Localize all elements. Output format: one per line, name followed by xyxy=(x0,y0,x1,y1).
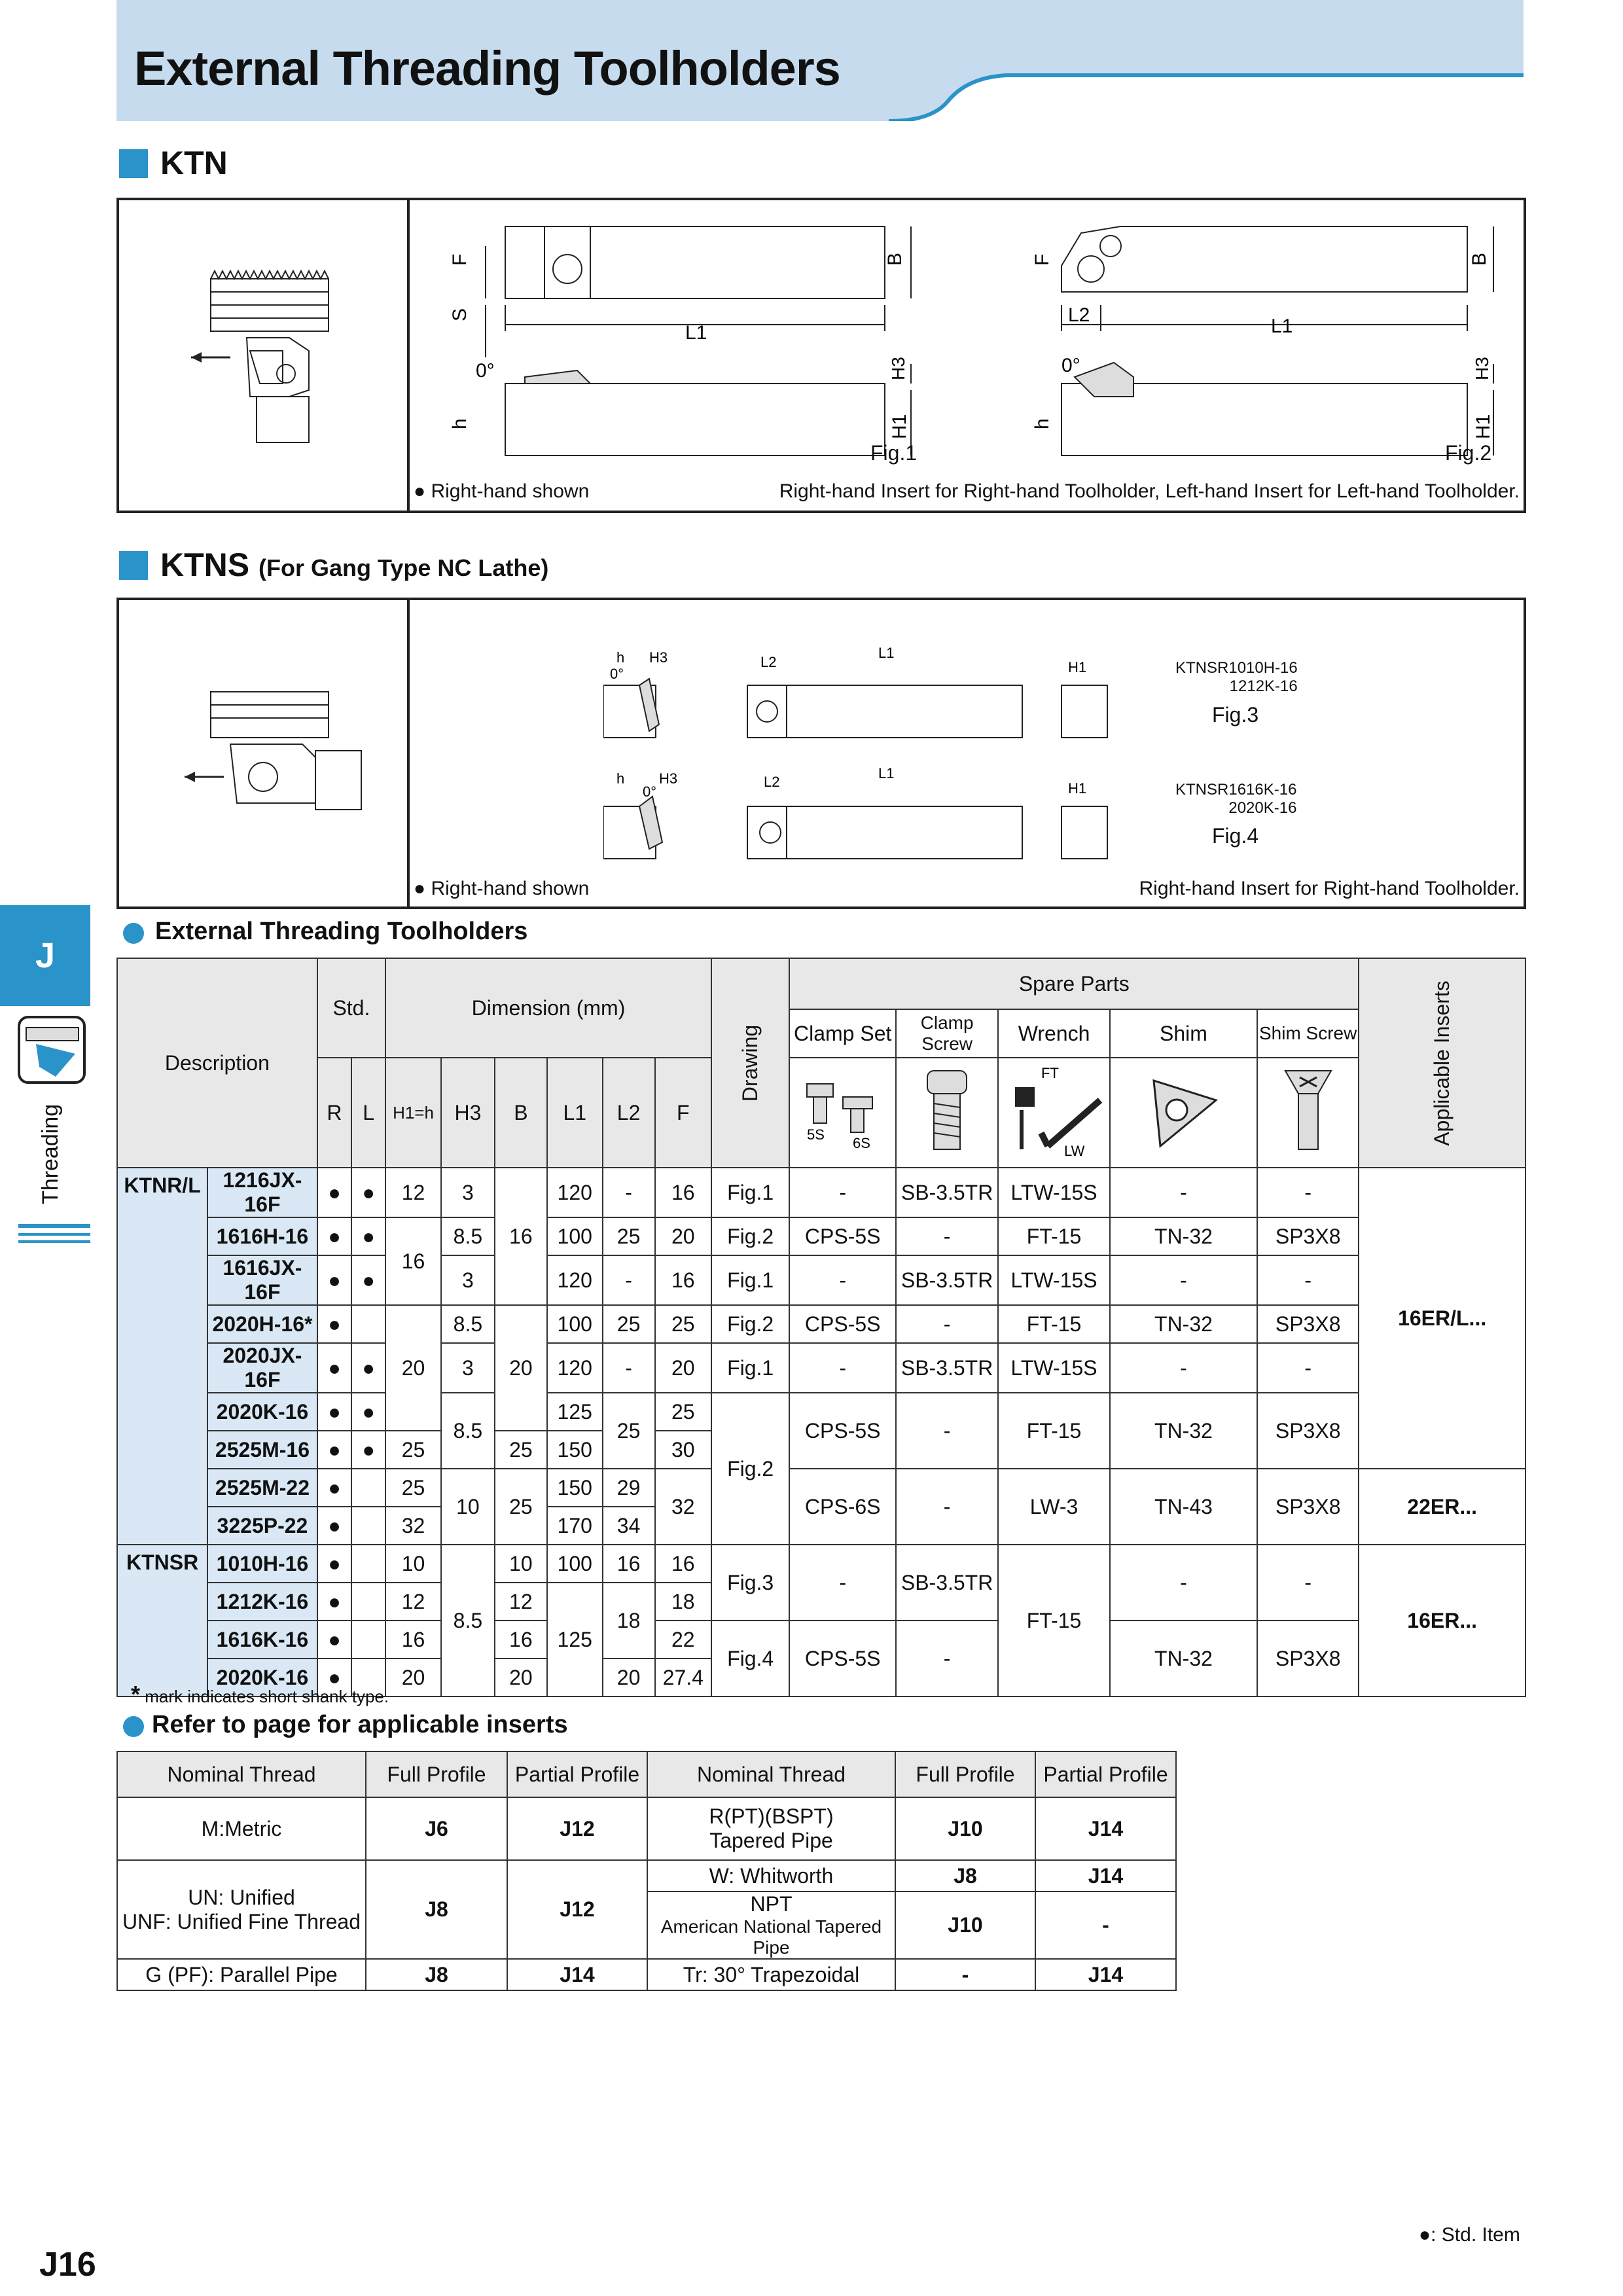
ref-cell[interactable]: J14 xyxy=(1035,1797,1176,1860)
cell: - xyxy=(896,1621,998,1696)
page-title: External Threading Toolholders xyxy=(134,41,840,96)
wrench-icon xyxy=(1002,1061,1107,1159)
std-r: ● xyxy=(317,1217,351,1255)
cell: 32 xyxy=(385,1507,441,1545)
ref-cell[interactable]: J12 xyxy=(507,1797,647,1860)
cell: TN-43 xyxy=(1110,1469,1257,1545)
cell: Fig.4 xyxy=(711,1621,789,1696)
label-6s: 6S xyxy=(852,1135,870,1149)
cell: 120 xyxy=(547,1343,603,1393)
ktn-figure-box xyxy=(116,198,1526,513)
cell: 30 xyxy=(655,1431,711,1469)
clamp-screw-image xyxy=(896,1058,998,1168)
ref-th: Full Profile xyxy=(366,1751,507,1797)
desc-1010h: 1010H-16 xyxy=(207,1545,317,1583)
ref-cell[interactable]: J6 xyxy=(366,1797,507,1860)
svg-text:L2: L2 xyxy=(1068,304,1090,326)
th-r: R xyxy=(317,1058,351,1168)
th-applicable xyxy=(1359,958,1525,1168)
cell: 18 xyxy=(603,1583,655,1659)
cell: CPS-5S xyxy=(789,1393,896,1469)
spec-table xyxy=(116,958,1526,1697)
cell: 120 xyxy=(547,1255,603,1305)
desc-1616h: 1616H-16 xyxy=(207,1217,317,1255)
cell: 25 xyxy=(495,1431,547,1469)
ktn-fig1-drawing xyxy=(427,213,1055,495)
std-l: ● xyxy=(351,1168,385,1217)
cell: TN-32 xyxy=(1110,1217,1257,1255)
cell: Fig.1 xyxy=(711,1255,789,1305)
cell: - xyxy=(896,1217,998,1255)
std-r: ● xyxy=(317,1659,351,1696)
std-r: ● xyxy=(317,1469,351,1507)
cell: 25 xyxy=(603,1217,655,1255)
cell: - xyxy=(789,1255,896,1305)
std-l xyxy=(351,1507,385,1545)
fig3-model-1: KTNSR1010H-16 xyxy=(1175,659,1298,677)
desc-3225p: 3225P-22 xyxy=(207,1507,317,1545)
cell: CPS-6S xyxy=(789,1469,896,1545)
cell: FT-15 xyxy=(998,1217,1110,1255)
ktn-note-left: ● Right-hand shown xyxy=(414,480,590,502)
cell: 25 xyxy=(603,1393,655,1469)
cell: SP3X8 xyxy=(1257,1305,1359,1343)
svg-text:0°: 0° xyxy=(643,783,657,800)
cell: 27.4 xyxy=(655,1659,711,1696)
cell: 3 xyxy=(441,1255,495,1305)
cell: - xyxy=(1257,1255,1359,1305)
svg-text:L1: L1 xyxy=(1271,315,1293,337)
ktns-note-right: Right-hand Insert for Right-hand Toolholder. xyxy=(1139,878,1520,899)
shim-icon xyxy=(1141,1067,1226,1153)
std-r: ● xyxy=(317,1168,351,1217)
ref-line: R(PT)(BSPT) xyxy=(709,1804,834,1828)
ktns-figure-box xyxy=(116,598,1526,909)
footnote-text: mark indicates short shank type. xyxy=(145,1687,389,1706)
cell: LTW-15S xyxy=(998,1343,1110,1393)
ref-line: Tapered Pipe xyxy=(709,1829,833,1852)
cell: 150 xyxy=(547,1469,603,1507)
ktn-fig2-drawing xyxy=(996,213,1520,495)
cell: 12 xyxy=(385,1583,441,1621)
ref-line: American National Tapered Pipe xyxy=(660,1916,882,1958)
th-h3: H3 xyxy=(441,1058,495,1168)
cell: 170 xyxy=(547,1507,603,1545)
std-r: ● xyxy=(317,1583,351,1621)
svg-text:h: h xyxy=(616,649,625,666)
cell-inserts: 16ER... xyxy=(1359,1545,1525,1696)
cell: - xyxy=(789,1168,896,1217)
ref-cell xyxy=(117,1860,366,1959)
th-drawing-label: Drawing xyxy=(738,1024,762,1102)
bullet-icon xyxy=(123,923,144,944)
fig4-model-1: KTNSR1616K-16 xyxy=(1175,781,1297,798)
label-ft: FT xyxy=(1041,1065,1059,1081)
cell: 32 xyxy=(655,1469,711,1545)
cell: 34 xyxy=(603,1507,655,1545)
divider xyxy=(407,600,410,906)
cell: Fig.1 xyxy=(711,1168,789,1217)
cell: 16 xyxy=(603,1545,655,1583)
std-r: ● xyxy=(317,1431,351,1469)
clamp-screw-icon xyxy=(914,1064,980,1156)
cell: - xyxy=(896,1393,998,1469)
std-l xyxy=(351,1545,385,1583)
shim-screw-icon xyxy=(1279,1064,1338,1156)
ktns-note-left: ● Right-hand shown xyxy=(414,878,590,899)
cell: - xyxy=(603,1168,655,1217)
ref-cell[interactable]: J10 xyxy=(895,1797,1035,1860)
svg-text:H1: H1 xyxy=(1068,780,1087,797)
cell: 125 xyxy=(547,1583,603,1696)
cell: SB-3.5TR xyxy=(896,1343,998,1393)
ref-th: Partial Profile xyxy=(507,1751,647,1797)
cell: FT-15 xyxy=(998,1545,1110,1696)
ktns-sublabel: (For Gang Type NC Lathe) xyxy=(259,554,549,581)
ref-title: Refer to page for applicable inserts xyxy=(152,1711,568,1738)
ref-th: Partial Profile xyxy=(1035,1751,1176,1797)
svg-text:L1: L1 xyxy=(878,645,895,661)
cell: 20 xyxy=(385,1305,441,1431)
clamp-set-image xyxy=(789,1058,896,1168)
cell: 8.5 xyxy=(441,1545,495,1696)
th-clamp-set: Clamp Set xyxy=(789,1009,896,1058)
cell: 8.5 xyxy=(441,1393,495,1469)
svg-text:L2: L2 xyxy=(764,774,780,790)
cell-inserts: 16ER/L... xyxy=(1359,1168,1525,1469)
cell: FT-15 xyxy=(998,1393,1110,1469)
std-r: ● xyxy=(317,1305,351,1343)
cell: 10 xyxy=(495,1545,547,1583)
ref-cell xyxy=(647,1797,895,1860)
group-ktn: KTNR/L xyxy=(117,1168,207,1545)
th-shim: Shim xyxy=(1110,1009,1257,1058)
svg-text:B: B xyxy=(1469,252,1490,266)
cell: SB-3.5TR xyxy=(896,1168,998,1217)
cell-inserts: 22ER... xyxy=(1359,1469,1525,1545)
ref-cell: W: Whitworth xyxy=(647,1860,895,1892)
th-std: Std. xyxy=(317,958,385,1058)
cell: 16 xyxy=(385,1621,441,1659)
cell: SP3X8 xyxy=(1257,1217,1359,1255)
side-rule xyxy=(18,1233,90,1236)
cell: LW-3 xyxy=(998,1469,1110,1545)
cell: 25 xyxy=(655,1393,711,1431)
ktns-label: KTNS xyxy=(160,547,250,583)
section-marker xyxy=(119,149,148,178)
svg-text:H3: H3 xyxy=(659,770,678,787)
svg-text:B: B xyxy=(884,252,906,266)
ref-cell: M:Metric xyxy=(117,1797,366,1860)
cell: TN-32 xyxy=(1110,1621,1257,1696)
ref-th: Nominal Thread xyxy=(647,1751,895,1797)
std-r: ● xyxy=(317,1545,351,1583)
cell: 16 xyxy=(655,1545,711,1583)
cell: SP3X8 xyxy=(1257,1393,1359,1469)
cell: 3 xyxy=(441,1168,495,1217)
shim-image xyxy=(1110,1058,1257,1168)
cell: 18 xyxy=(655,1583,711,1621)
ref-cell[interactable]: J10 xyxy=(895,1892,1035,1959)
cell: 16 xyxy=(495,1168,547,1305)
desc-1216jx: 1216JX-16F xyxy=(207,1168,317,1217)
cell: Fig.3 xyxy=(711,1545,789,1621)
cell: 120 xyxy=(547,1168,603,1217)
ref-th: Nominal Thread xyxy=(117,1751,366,1797)
dim-f: F xyxy=(449,253,471,266)
ktn-note-right: Right-hand Insert for Right-hand Toolholder, Left-hand Insert for Left-hand Toolholder. xyxy=(779,480,1520,502)
cell: 100 xyxy=(547,1545,603,1583)
cell: FT-15 xyxy=(998,1305,1110,1343)
cell: 20 xyxy=(495,1659,547,1696)
svg-text:h: h xyxy=(1031,418,1053,429)
std-l xyxy=(351,1305,385,1343)
cell: - xyxy=(1257,1545,1359,1621)
cell: 100 xyxy=(547,1305,603,1343)
std-r: ● xyxy=(317,1507,351,1545)
th-applicable-label: Applicable Inserts xyxy=(1430,980,1454,1146)
side-tab-label: Threading xyxy=(38,1103,63,1204)
cell: 22 xyxy=(655,1621,711,1659)
svg-text:L1: L1 xyxy=(685,322,707,344)
cell: 16 xyxy=(495,1621,547,1659)
clamp-set-icon xyxy=(797,1071,889,1149)
cell: 20 xyxy=(603,1659,655,1696)
cell: 25 xyxy=(495,1469,547,1545)
shim-screw-image xyxy=(1257,1058,1359,1168)
fig3-label: Fig.3 xyxy=(1212,703,1259,726)
ref-cell: G (PF): Parallel Pipe xyxy=(117,1959,366,1990)
cell: - xyxy=(789,1545,896,1621)
std-r: ● xyxy=(317,1255,351,1305)
svg-text:H1: H1 xyxy=(889,414,910,439)
cell: - xyxy=(1110,1168,1257,1217)
th-shim-screw: Shim Screw xyxy=(1257,1009,1359,1058)
fig3-models xyxy=(1175,659,1298,696)
cell: LTW-15S xyxy=(998,1168,1110,1217)
side-tab-letter[interactable]: J xyxy=(0,905,90,1006)
ref-th: Full Profile xyxy=(895,1751,1035,1797)
cell: - xyxy=(603,1255,655,1305)
std-l: ● xyxy=(351,1255,385,1305)
cell: 25 xyxy=(603,1305,655,1343)
desc-2020k: 2020K-16 xyxy=(207,1393,317,1431)
desc-1616k: 1616K-16 xyxy=(207,1621,317,1659)
bullet-icon: ● xyxy=(1419,2224,1431,2246)
desc-2525m22: 2525M-22 xyxy=(207,1469,317,1507)
cell: SB-3.5TR xyxy=(896,1255,998,1305)
cell: 150 xyxy=(547,1431,603,1469)
ref-cell: - xyxy=(1035,1892,1176,1959)
th-h1h: H1=h xyxy=(385,1058,441,1168)
th-f: F xyxy=(655,1058,711,1168)
ref-cell: - xyxy=(895,1959,1035,1990)
fig4-models xyxy=(1175,781,1296,817)
desc-2020jx: 2020JX-16F xyxy=(207,1343,317,1393)
th-spare-parts: Spare Parts xyxy=(789,958,1359,1009)
std-item-text: : Std. Item xyxy=(1431,2224,1520,2246)
desc-2020h: 2020H-16* xyxy=(207,1305,317,1343)
cell: 16 xyxy=(655,1255,711,1305)
th-clamp-screw: Clamp Screw xyxy=(896,1009,998,1058)
cell: 8.5 xyxy=(441,1305,495,1343)
ref-cell[interactable]: J8 xyxy=(366,1959,507,1990)
section-marker xyxy=(119,551,148,580)
ref-cell[interactable]: J12 xyxy=(507,1860,647,1959)
label-lw: LW xyxy=(1063,1143,1084,1159)
cell: - xyxy=(1257,1168,1359,1217)
th-wrench: Wrench xyxy=(998,1009,1110,1058)
bullet-icon xyxy=(123,1716,144,1737)
cell: 12 xyxy=(495,1583,547,1621)
fig4-label: Fig.4 xyxy=(1212,824,1259,848)
svg-text:S: S xyxy=(449,308,471,321)
cell: - xyxy=(1110,1255,1257,1305)
svg-text:L2: L2 xyxy=(760,654,777,670)
svg-text:h: h xyxy=(449,418,471,429)
cell: - xyxy=(789,1343,896,1393)
cell: 10 xyxy=(441,1469,495,1545)
th-l2: L2 xyxy=(603,1058,655,1168)
side-rule xyxy=(18,1224,90,1228)
label-5s: 5S xyxy=(806,1126,825,1143)
ref-line: NPT xyxy=(750,1892,793,1916)
svg-text:H3: H3 xyxy=(888,357,908,380)
std-l: ● xyxy=(351,1343,385,1393)
svg-text:0°: 0° xyxy=(476,360,495,382)
fig1-label: Fig.1 xyxy=(870,441,918,465)
cell: 16 xyxy=(385,1217,441,1305)
ktn-threading-illustration xyxy=(185,266,394,449)
ktns-threading-illustration xyxy=(185,679,394,849)
std-l: ● xyxy=(351,1393,385,1431)
cell: 25 xyxy=(385,1469,441,1507)
cell: 29 xyxy=(603,1469,655,1507)
cell: Fig.2 xyxy=(711,1393,789,1545)
cell: 16 xyxy=(655,1168,711,1217)
cell: Fig.2 xyxy=(711,1217,789,1255)
cell: 25 xyxy=(655,1305,711,1343)
cell: 12 xyxy=(385,1168,441,1217)
ref-cell[interactable]: J14 xyxy=(507,1959,647,1990)
ref-cell: Tr: 30° Trapezoidal xyxy=(647,1959,895,1990)
svg-text:h: h xyxy=(616,770,625,787)
th-dimension: Dimension (mm) xyxy=(385,958,711,1058)
ref-cell[interactable]: J8 xyxy=(366,1860,507,1959)
cell: TN-32 xyxy=(1110,1393,1257,1469)
cell: - xyxy=(1110,1343,1257,1393)
std-r: ● xyxy=(317,1393,351,1431)
std-r: ● xyxy=(317,1343,351,1393)
cell: - xyxy=(603,1343,655,1393)
cell: - xyxy=(1110,1545,1257,1621)
wrench-image xyxy=(998,1058,1110,1168)
ref-table xyxy=(116,1751,1177,1991)
ref-line: UNF: Unified Fine Thread xyxy=(122,1909,361,1933)
page-number: J16 xyxy=(39,2246,96,2284)
fig2-label: Fig.2 xyxy=(1445,441,1492,465)
cell: 20 xyxy=(385,1659,441,1696)
cell: SP3X8 xyxy=(1257,1621,1359,1696)
svg-text:0°: 0° xyxy=(610,666,624,682)
divider xyxy=(407,200,410,511)
cell: LTW-15S xyxy=(998,1255,1110,1305)
cell: SB-3.5TR xyxy=(896,1545,998,1621)
fig3-model-2: 1212K-16 xyxy=(1229,677,1298,695)
table-title: External Threading Toolholders xyxy=(155,918,528,945)
th-drawing xyxy=(711,958,789,1168)
th-l: L xyxy=(351,1058,385,1168)
th-description: Description xyxy=(117,958,317,1168)
cell: Fig.1 xyxy=(711,1343,789,1393)
cell: Fig.2 xyxy=(711,1305,789,1343)
cell: 8.5 xyxy=(441,1217,495,1255)
std-l xyxy=(351,1469,385,1507)
std-l xyxy=(351,1583,385,1621)
th-b: B xyxy=(495,1058,547,1168)
cell: 20 xyxy=(495,1305,547,1431)
cell: 20 xyxy=(655,1343,711,1393)
std-l: ● xyxy=(351,1431,385,1469)
cell: CPS-5S xyxy=(789,1621,896,1696)
svg-text:0°: 0° xyxy=(1061,355,1080,376)
desc-1616jx: 1616JX-16F xyxy=(207,1255,317,1305)
ref-cell[interactable]: J8 xyxy=(895,1860,1035,1892)
group-ktnsr: KTNSR xyxy=(117,1545,207,1696)
desc-1212k: 1212K-16 xyxy=(207,1583,317,1621)
section-title-ktn: KTN xyxy=(160,145,228,181)
svg-text:H3: H3 xyxy=(649,649,668,666)
cell: - xyxy=(1257,1343,1359,1393)
cell: 100 xyxy=(547,1217,603,1255)
std-l xyxy=(351,1621,385,1659)
fig4-model-2: 2020K-16 xyxy=(1228,799,1297,817)
cell: TN-32 xyxy=(1110,1305,1257,1343)
side-rule xyxy=(18,1240,90,1243)
ref-line: UN: Unified xyxy=(188,1885,295,1909)
svg-text:H1: H1 xyxy=(1472,414,1494,439)
svg-text:H3: H3 xyxy=(1472,357,1492,380)
svg-text:H1: H1 xyxy=(1068,659,1087,675)
cell: - xyxy=(896,1305,998,1343)
footnote: * mark indicates short shank type. xyxy=(131,1681,389,1708)
cell: SP3X8 xyxy=(1257,1469,1359,1545)
threading-icon xyxy=(16,1014,88,1086)
std-l: ● xyxy=(351,1217,385,1255)
th-l1: L1 xyxy=(547,1058,603,1168)
ref-cell xyxy=(647,1892,895,1959)
cell: 10 xyxy=(385,1545,441,1583)
cell: 3 xyxy=(441,1343,495,1393)
cell: 125 xyxy=(547,1393,603,1431)
cell: CPS-5S xyxy=(789,1217,896,1255)
cell: CPS-5S xyxy=(789,1305,896,1343)
ref-cell[interactable]: J14 xyxy=(1035,1959,1176,1990)
desc-2020k-s: 2020K-16 xyxy=(207,1659,317,1696)
std-item-legend xyxy=(1419,2224,1520,2246)
svg-text:F: F xyxy=(1031,253,1053,266)
ref-cell[interactable]: J14 xyxy=(1035,1860,1176,1892)
cell: 20 xyxy=(655,1217,711,1255)
cell: 25 xyxy=(385,1431,441,1469)
svg-text:L1: L1 xyxy=(878,765,895,781)
cell: - xyxy=(896,1469,998,1545)
section-title-ktns xyxy=(160,546,548,584)
desc-2525m16: 2525M-16 xyxy=(207,1431,317,1469)
std-r: ● xyxy=(317,1621,351,1659)
